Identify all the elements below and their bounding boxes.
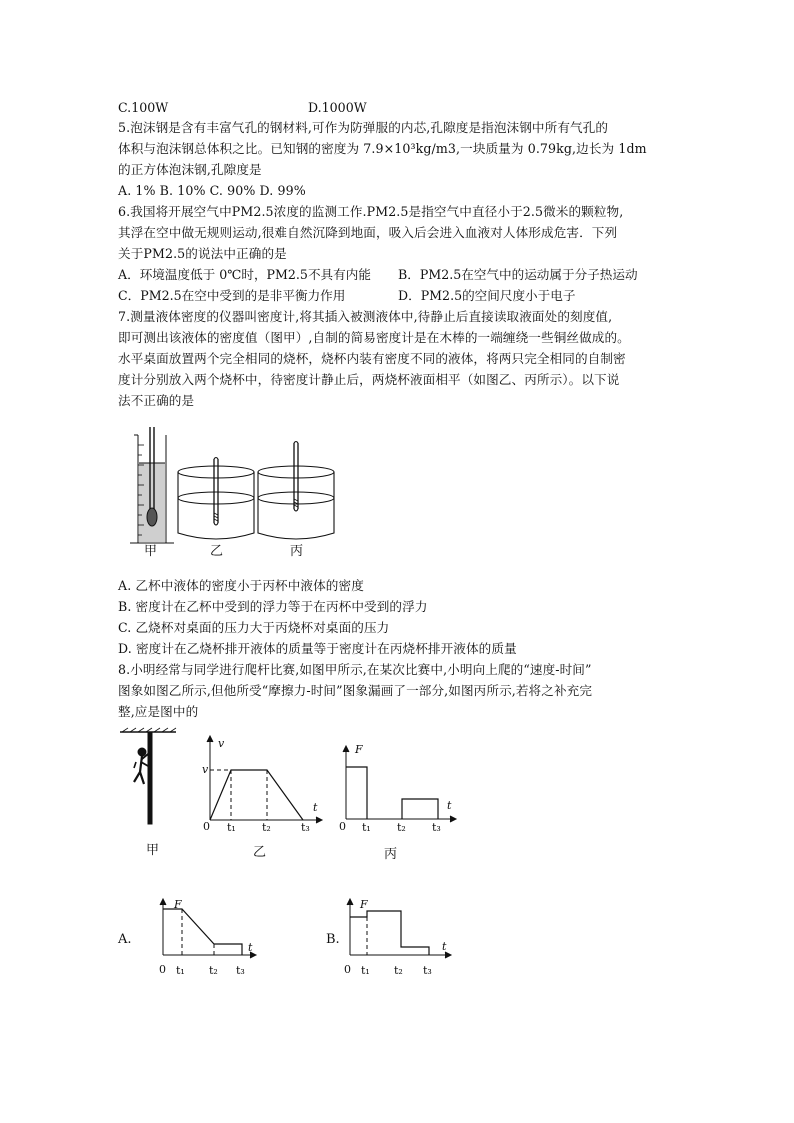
q8-option-a-tick-t2: t₂	[209, 964, 218, 977]
q6-stem-line-3: 关于PM2.5的说法中正确的是	[118, 246, 287, 261]
q6-option-d: D．PM2.5的空间尺度小于电子	[398, 288, 576, 303]
q5-options: A. 1% B. 10% C. 90% D. 99%	[118, 183, 306, 198]
q8-f-tick-t1: t₁	[362, 821, 371, 834]
q8-friction-time-graph	[332, 742, 462, 832]
q7-label-yi: 乙	[210, 544, 224, 559]
q8-f-x-axis-label: t	[447, 799, 452, 812]
q6-option-c: C．PM2.5在空中受到的是非平衡力作用	[118, 288, 346, 303]
q5-stem-line-3: 的正方体泡沫钢,孔隙度是	[118, 162, 262, 177]
q5-stem-line-2: 体积与泡沫钢总体积之比。已知钢的密度为 7.9×10³kg/m3,一块质量为 0.79kg,边长为 1dm	[118, 141, 647, 156]
q8-f-axis-label: F	[355, 743, 363, 756]
q8-option-b-label: B.	[326, 932, 340, 947]
q8-option-b-tick-t3: t₃	[423, 964, 432, 977]
q7-hydrometer-figure	[130, 425, 360, 560]
q8-option-a-tick-t1: t₁	[176, 964, 185, 977]
q8-option-b-tick-t1: t₁	[361, 964, 370, 977]
q8-option-b-tick-t2: t₂	[394, 964, 403, 977]
q8-f-tick-t2: t₂	[397, 821, 406, 834]
q7-label-jia: 甲	[144, 544, 158, 559]
q8-v-tick-t3: t₃	[301, 821, 310, 834]
q8-label-yi: 乙	[253, 845, 267, 860]
q8-option-a-f-axis: F	[174, 898, 182, 911]
q6-stem-line-2: 其浮在空中做无规则运动,很难自然沉降到地面，吸入后会进入血液对人体形成危害．下列	[118, 225, 618, 240]
q4-option-c: C.100W	[118, 100, 169, 115]
q8-label-bing: 丙	[384, 847, 398, 862]
q8-v-tick-t2: t₂	[262, 821, 271, 834]
q7-stem-line-2: 即可测出该液体的密度值（图甲）,自制的简易密度计是在木棒的一端缠绕一些铜丝做成的。	[118, 330, 630, 345]
q8-option-a-tick-t3: t₃	[236, 964, 245, 977]
q8-v-x-axis-label: t	[313, 801, 318, 814]
q8-option-b-t-axis: t	[442, 940, 447, 953]
q8-v-origin: 0	[203, 820, 210, 833]
q7-option-b: B. 密度计在乙杯中受到的浮力等于在丙杯中受到的浮力	[118, 599, 428, 614]
q7-stem-line-3: 水平桌面放置两个完全相同的烧杯，烧杯内装有密度不同的液体，将两只完全相同的自制密	[118, 351, 626, 366]
q8-option-b-f-axis: F	[360, 898, 368, 911]
q7-stem-line-5: 法不正确的是	[118, 393, 195, 408]
q5-stem-line-1: 5.泡沫钢是含有丰富气孔的钢材料,可作为防弹服的内芯,孔隙度是指泡沫钢中所有气孔的	[118, 120, 609, 135]
q7-option-a: A. 乙杯中液体的密度小于丙杯中液体的密度	[118, 578, 364, 593]
q7-label-bing: 丙	[290, 544, 304, 559]
q7-option-c: C. 乙烧杯对桌面的压力大于丙烧杯对桌面的压力	[118, 620, 390, 635]
q8-option-b-origin: 0	[344, 963, 351, 976]
q8-climber-figure	[120, 728, 180, 828]
q8-option-a-graph	[150, 895, 262, 965]
q6-option-a: A．环境温度低于 0℃时，PM2.5不具有内能	[118, 267, 371, 282]
q4-option-d: D.1000W	[308, 100, 367, 115]
q7-stem-line-1: 7.测量液体密度的仪器叫密度计,将其插入被测液体中,待静止后直接读取液面处的刻度值,	[118, 309, 613, 324]
graduated-cylinder	[130, 427, 174, 543]
q8-label-jia: 甲	[146, 843, 160, 858]
q8-option-a-origin: 0	[159, 963, 166, 976]
q8-stem-line-1: 8.小明经常与同学进行爬杆比赛,如图甲所示,在某次比赛中,小明向上爬的“速度-时间”	[118, 662, 592, 677]
q8-stem-line-3: 整,应是图中的	[118, 704, 199, 719]
q8-f-tick-t3: t₃	[432, 821, 441, 834]
q7-option-d: D. 密度计在乙烧杯排开液体的质量等于密度计在丙烧杯排开液体的质量	[118, 641, 517, 656]
beaker-yi	[178, 458, 254, 540]
q8-option-a-t-axis: t	[248, 941, 253, 954]
q7-stem-line-4: 度计分别放入两个烧杯中，待密度计静止后，两烧杯液面相平（如图乙、丙所示）。以下说	[118, 372, 620, 387]
q8-f-origin: 0	[339, 820, 346, 833]
q8-v-tick-label: v	[202, 763, 209, 776]
q8-option-a-label: A.	[118, 932, 132, 947]
q6-stem-line-1: 6.我国将开展空气中PM2.5浓度的监测工作.PM2.5是指空气中直径小于2.5微米的颗粒物,	[118, 204, 624, 219]
q8-v-axis-label: v	[218, 737, 225, 750]
beaker-bing	[258, 442, 334, 540]
q8-option-b-graph	[337, 895, 457, 965]
q8-v-tick-t1: t₁	[227, 821, 236, 834]
q8-velocity-time-graph	[195, 732, 330, 832]
q8-stem-line-2: 图象如图乙所示,但他所受“摩擦力-时间”图象漏画了一部分,如图丙所示,若将之补充完	[118, 683, 593, 698]
q6-option-b: B．PM2.5在空气中的运动属于分子热运动	[398, 267, 638, 282]
